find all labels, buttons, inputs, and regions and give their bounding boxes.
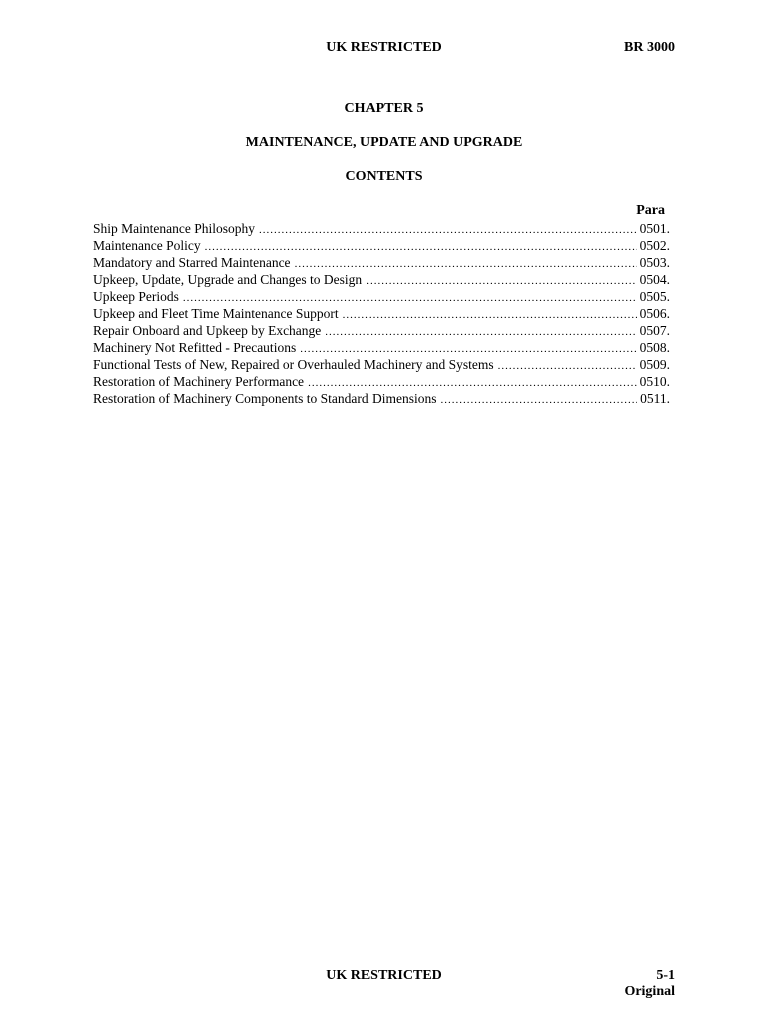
chapter-heading: CHAPTER 5 [344,101,424,116]
toc-entry-para: 0501. [639,221,670,236]
toc-entry-title: Restoration of Machinery Components to Standard Dimensions [93,391,437,406]
table-of-contents [93,220,670,407]
toc-entry[interactable] [93,288,670,305]
toc-entry-para: 0504. [639,272,670,287]
toc-dot-leader [440,392,637,409]
footer-classification: UK RESTRICTED [326,968,442,983]
toc-entry-title: Upkeep and Fleet Time Maintenance Support [93,306,339,321]
toc-entry-para: 0510. [639,374,670,389]
toc-entry-title: Mandatory and Starred Maintenance [93,255,291,270]
toc-entry[interactable] [93,322,670,339]
toc-entry[interactable] [93,390,670,407]
toc-entry-title: Functional Tests of New, Repaired or Overhauled Machinery and Systems [93,357,494,372]
toc-entry[interactable] [93,220,670,237]
toc-entry-para: 0505. [639,289,670,304]
footer-page-number: 5-1 [656,968,675,983]
footer-edition: Original [624,984,675,999]
toc-entry-para: 0507. [639,323,670,338]
toc-entry-para: 0506. [639,306,670,321]
header-document-reference: BR 3000 [624,40,675,55]
toc-entry-title: Repair Onboard and Upkeep by Exchange [93,323,322,338]
toc-dot-leader [259,222,637,239]
toc-entry-para: 0509. [639,357,670,372]
toc-entry[interactable] [93,237,670,254]
toc-entry-para: 0502. [639,238,670,253]
para-column-label: Para [636,203,665,218]
header-classification: UK RESTRICTED [326,40,442,55]
toc-entry-title: Maintenance Policy [93,238,201,253]
toc-entry-title: Ship Maintenance Philosophy [93,221,255,236]
toc-entry[interactable] [93,339,670,356]
toc-entry-title: Upkeep, Update, Upgrade and Changes to Design [93,272,363,287]
toc-dot-leader [366,273,636,290]
toc-entry-para: 0511. [640,391,670,406]
toc-entry[interactable] [93,271,670,288]
toc-dot-leader [343,307,637,324]
toc-entry[interactable] [93,373,670,390]
toc-dot-leader [498,358,637,375]
toc-entry[interactable] [93,305,670,322]
toc-entry[interactable] [93,254,670,271]
toc-entry-title: Restoration of Machinery Performance [93,374,305,389]
toc-entry-para: 0503. [639,255,670,270]
toc-entry-title: Machinery Not Refitted - Precautions [93,340,297,355]
chapter-title: MAINTENANCE, UPDATE AND UPGRADE [245,135,523,150]
toc-entry-title: Upkeep Periods [93,289,179,304]
toc-entry-para: 0508. [639,340,670,355]
toc-dot-leader [325,324,636,341]
toc-entry[interactable] [93,356,670,373]
contents-heading: CONTENTS [345,169,423,184]
